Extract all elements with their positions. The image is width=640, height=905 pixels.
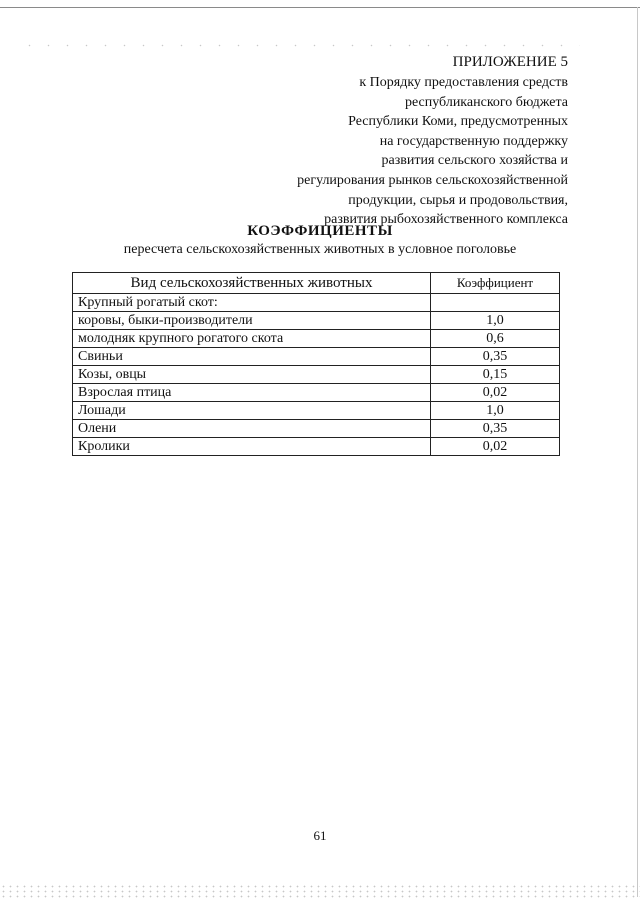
document-title: КОЭФФИЦИЕНТЫ xyxy=(247,223,393,239)
animal-type-cell: Кролики xyxy=(73,438,431,456)
animal-type-cell: Свиньи xyxy=(73,348,431,366)
animal-type-cell: Козы, овцы xyxy=(73,366,431,384)
appendix-line: к Порядку предоставления средств xyxy=(359,75,568,90)
coefficient-cell: 0,02 xyxy=(431,438,560,456)
coefficient-cell: 0,15 xyxy=(431,366,560,384)
appendix-line: развития сельского хозяйства и xyxy=(381,153,568,169)
table-row xyxy=(73,348,560,366)
appendix-block xyxy=(208,51,568,230)
scan-noise-bottom xyxy=(0,884,640,898)
appendix-line: республиканского бюджета xyxy=(404,94,568,110)
table-row xyxy=(73,384,560,402)
animal-type-cell: молодняк крупного рогатого скота xyxy=(73,330,431,348)
table-row xyxy=(73,294,560,312)
table-row xyxy=(73,330,560,348)
coefficient-cell: 1,0 xyxy=(431,402,560,420)
animal-type-cell: Олени xyxy=(73,420,431,438)
table-row xyxy=(73,438,560,456)
coefficient-cell: 0,35 xyxy=(431,420,560,438)
appendix-line: на государственную поддержку xyxy=(379,133,568,149)
appendix-line: продукции, сырья и продовольствия, xyxy=(348,192,568,208)
appendix-line: Республики Коми, предусмотренных xyxy=(348,114,568,130)
animal-type-cell: Лошади xyxy=(73,402,431,420)
table-header-row xyxy=(73,273,560,294)
coefficients-table xyxy=(72,272,560,456)
column-header-animal-type: Вид сельскохозяйственных животных xyxy=(73,273,431,294)
coefficient-cell: 1,0 xyxy=(431,312,560,330)
scan-noise-top xyxy=(20,44,580,47)
animal-type-cell: коровы, быки-производители xyxy=(73,312,431,330)
table-row xyxy=(73,312,560,330)
table-row xyxy=(73,402,560,420)
page-number: 61 xyxy=(313,828,327,843)
animal-type-cell: Взрослая птица xyxy=(73,384,431,402)
document-subtitle: пересчета сельскохозяйственных животных в условное поголовье xyxy=(123,242,517,257)
appendix-line: развития рыбохозяйственного комплекса xyxy=(324,212,568,228)
appendix-line: регулирования рынков сельскохозяйственной xyxy=(297,172,568,188)
coefficient-cell: 0,6 xyxy=(431,330,560,348)
scan-top-edge-line xyxy=(0,7,640,8)
table-row xyxy=(73,366,560,384)
coefficient-cell: 0,35 xyxy=(431,348,560,366)
column-header-coefficient: Коэффициент xyxy=(431,273,560,294)
animal-type-cell: Крупный рогатый скот: xyxy=(73,294,431,312)
coefficient-cell: 0,02 xyxy=(431,384,560,402)
table-row xyxy=(73,420,560,438)
appendix-title: ПРИЛОЖЕНИЕ 5 xyxy=(452,54,568,70)
coefficient-cell xyxy=(431,294,560,312)
scan-right-edge-line xyxy=(637,7,638,897)
